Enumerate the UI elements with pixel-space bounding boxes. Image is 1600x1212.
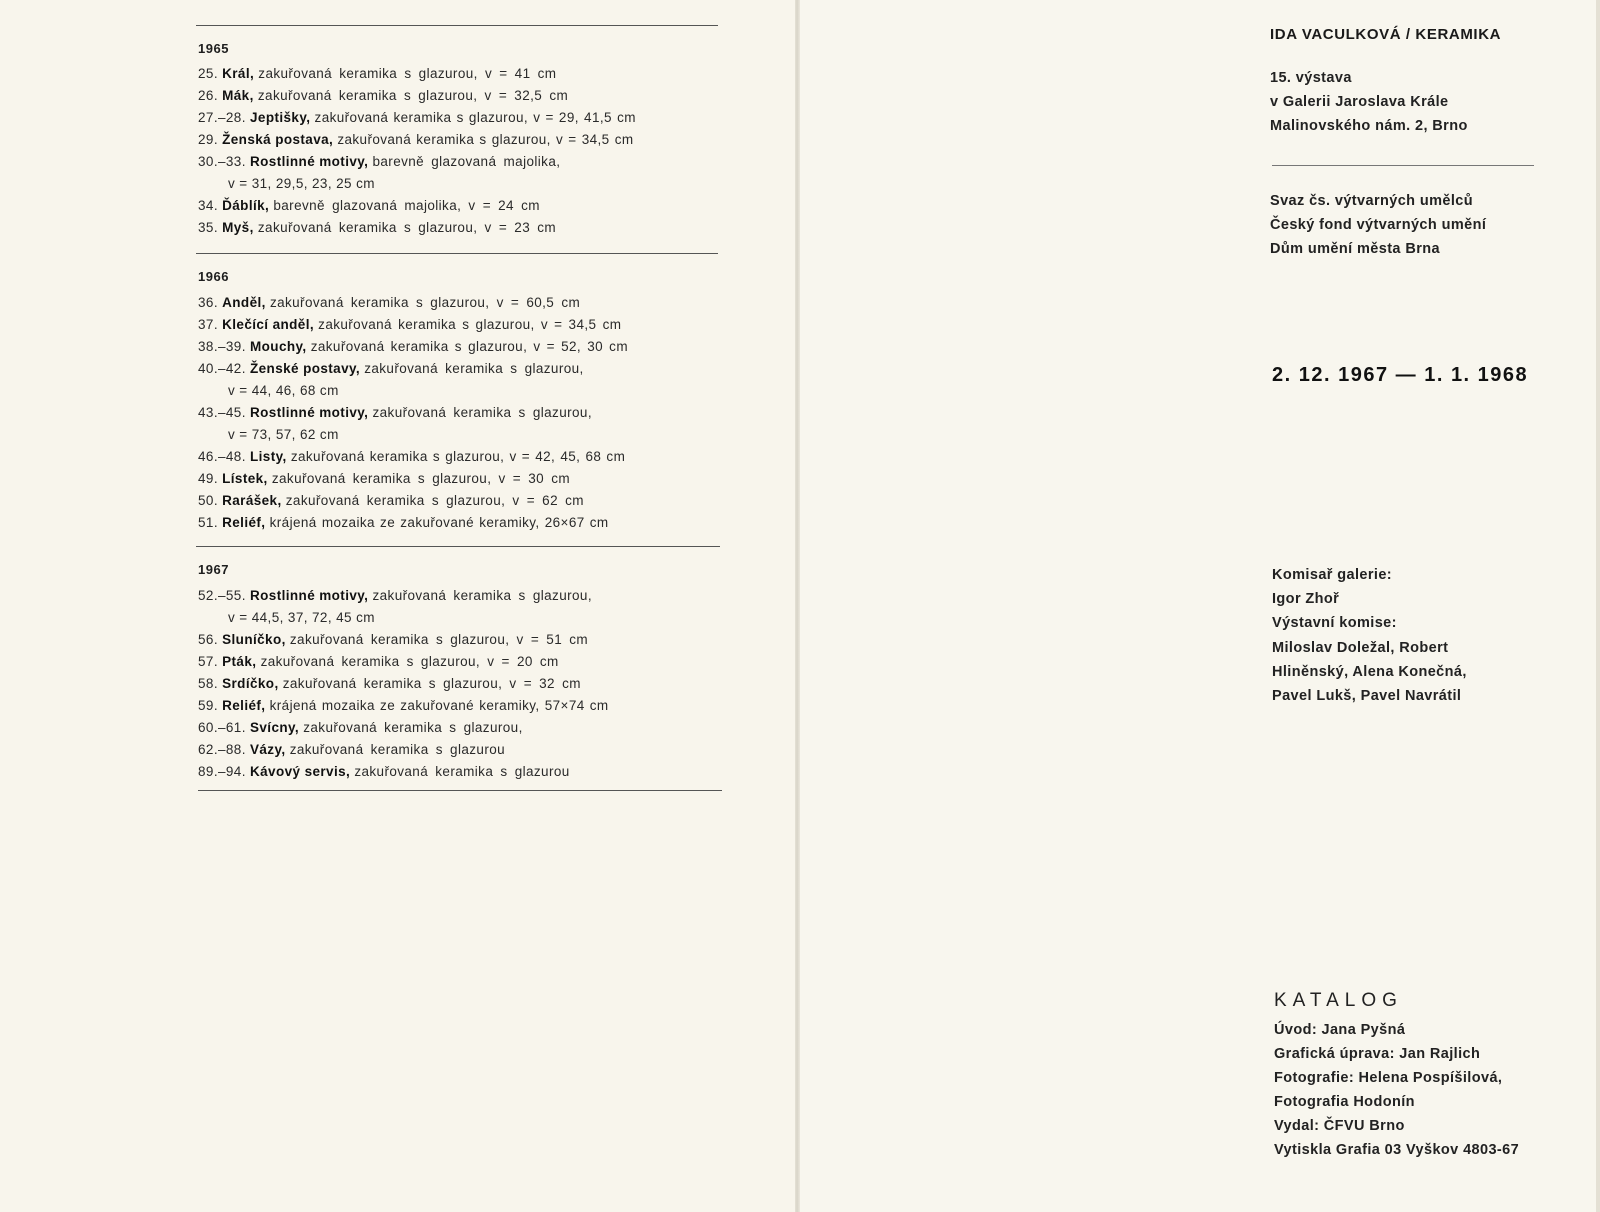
catalog-entry: 35. Myš, zakuřovaná keramika s glazurou, v = 23 cm — [198, 220, 557, 235]
catalog-entry: 36. Anděl, zakuřovaná keramika s glazurou, v = 60,5 cm — [198, 295, 581, 310]
exhibition-dates: 2. 12. 1967 — 1. 1. 1968 — [1272, 364, 1529, 386]
catalog-entry: 56. Sluníčko, zakuřovaná keramika s glazurou, v = 51 cm — [198, 632, 589, 647]
organizer-line: Český fond výtvarných umění — [1270, 217, 1487, 233]
credit-line: Úvod: Jana Pyšná — [1274, 1022, 1406, 1038]
credit-line: Grafická úprava: Jan Rajlich — [1274, 1046, 1481, 1062]
catalog-entry: 89.–94. Kávový servis, zakuřovaná keramika s glazurou — [198, 764, 570, 779]
catalog-entry: 40.–42. Ženské postavy, zakuřovaná keramika s glazurou, — [198, 361, 584, 376]
credit-line: Vydal: ČFVU Brno — [1274, 1118, 1405, 1134]
divider — [196, 253, 718, 254]
catalog-entry: 38.–39. Mouchy, zakuřovaná keramika s glazurou, v = 52, 30 cm — [198, 339, 628, 354]
catalog-entry: 43.–45. Rostlinné motivy, zakuřovaná keramika s glazurou, — [198, 405, 592, 420]
catalog-entry: 25. Král, zakuřovaná keramika s glazurou, v = 41 cm — [198, 66, 557, 81]
divider — [198, 790, 722, 791]
catalog-entry: 60.–61. Svícny, zakuřovaná keramika s glazurou, — [198, 720, 523, 735]
organizer-line: Svaz čs. výtvarných umělců — [1270, 193, 1474, 209]
catalog-entry: 51. Reliéf, krájená mozaika ze zakuřované keramiky, 26×67 cm — [198, 515, 609, 530]
catalog-entry: 49. Lístek, zakuřovaná keramika s glazurou, v = 30 cm — [198, 471, 571, 486]
page-edge — [1596, 0, 1600, 1212]
divider — [196, 546, 720, 547]
organizer-line: Dům umění města Brna — [1270, 241, 1440, 257]
credit-line: Fotografia Hodonín — [1274, 1094, 1415, 1110]
catalog-entry: 50. Rarášek, zakuřovaná keramika s glazurou, v = 62 cm — [198, 493, 584, 508]
year-heading: 1965 — [198, 41, 229, 56]
entry-continuation: v = 44, 46, 68 cm — [228, 383, 339, 398]
venue-line: 15. výstava — [1270, 70, 1352, 86]
catalog-entry: 27.–28. Jeptišky, zakuřovaná keramika s glazurou, v = 29, 41,5 cm — [198, 110, 636, 125]
exhibition-header: IDA VACULKOVÁ / KERAMIKA — [1270, 26, 1502, 43]
commission-line: Miloslav Doležal, Robert — [1272, 640, 1449, 656]
catalog-title: KATALOG — [1274, 990, 1403, 1011]
right-page — [800, 0, 1600, 1212]
venue-line: v Galerii Jaroslava Krále — [1270, 94, 1449, 110]
venue-line: Malinovského nám. 2, Brno — [1270, 118, 1468, 134]
year-heading: 1966 — [198, 269, 229, 284]
credit-line: Fotografie: Helena Pospíšilová, — [1274, 1070, 1503, 1086]
catalog-entry: 57. Pták, zakuřovaná keramika s glazurou, v = 20 cm — [198, 654, 559, 669]
catalog-entry: 62.–88. Vázy, zakuřovaná keramika s glazurou — [198, 742, 506, 757]
commission-line: Pavel Lukš, Pavel Navrátil — [1272, 688, 1462, 704]
commission-line: Igor Zhoř — [1272, 591, 1340, 607]
catalog-entry: 34. Ďáblík, barevně glazovaná majolika, v = 24 cm — [198, 198, 540, 213]
commission-line: Výstavní komise: — [1272, 615, 1397, 631]
year-heading: 1967 — [198, 562, 229, 577]
credit-line: Vytiskla Grafia 03 Vyškov 4803-67 — [1274, 1142, 1520, 1158]
catalog-entry: 26. Mák, zakuřovaná keramika s glazurou, v = 32,5 cm — [198, 88, 569, 103]
entry-continuation: v = 73, 57, 62 cm — [228, 427, 339, 442]
commission-line: Hliněnský, Alena Konečná, — [1272, 664, 1467, 680]
left-page — [0, 0, 796, 1212]
divider — [1272, 165, 1534, 166]
entry-continuation: v = 44,5, 37, 72, 45 cm — [228, 610, 375, 625]
catalog-entry: 37. Klečící anděl, zakuřovaná keramika s glazurou, v = 34,5 cm — [198, 317, 622, 332]
catalog-entry: 58. Srdíčko, zakuřovaná keramika s glazurou, v = 32 cm — [198, 676, 581, 691]
commission-line: Komisař galerie: — [1272, 567, 1393, 583]
catalog-entry: 59. Reliéf, krájená mozaika ze zakuřované keramiky, 57×74 cm — [198, 698, 609, 713]
entry-continuation: v = 31, 29,5, 23, 25 cm — [228, 176, 375, 191]
catalog-entry: 46.–48. Listy, zakuřovaná keramika s glazurou, v = 42, 45, 68 cm — [198, 449, 626, 464]
catalog-entry: 30.–33. Rostlinné motivy, barevně glazovaná majolika, — [198, 154, 561, 169]
catalog-entry: 29. Ženská postava, zakuřovaná keramika s glazurou, v = 34,5 cm — [198, 132, 634, 147]
catalog-entry: 52.–55. Rostlinné motivy, zakuřovaná keramika s glazurou, — [198, 588, 592, 603]
divider — [196, 25, 718, 26]
